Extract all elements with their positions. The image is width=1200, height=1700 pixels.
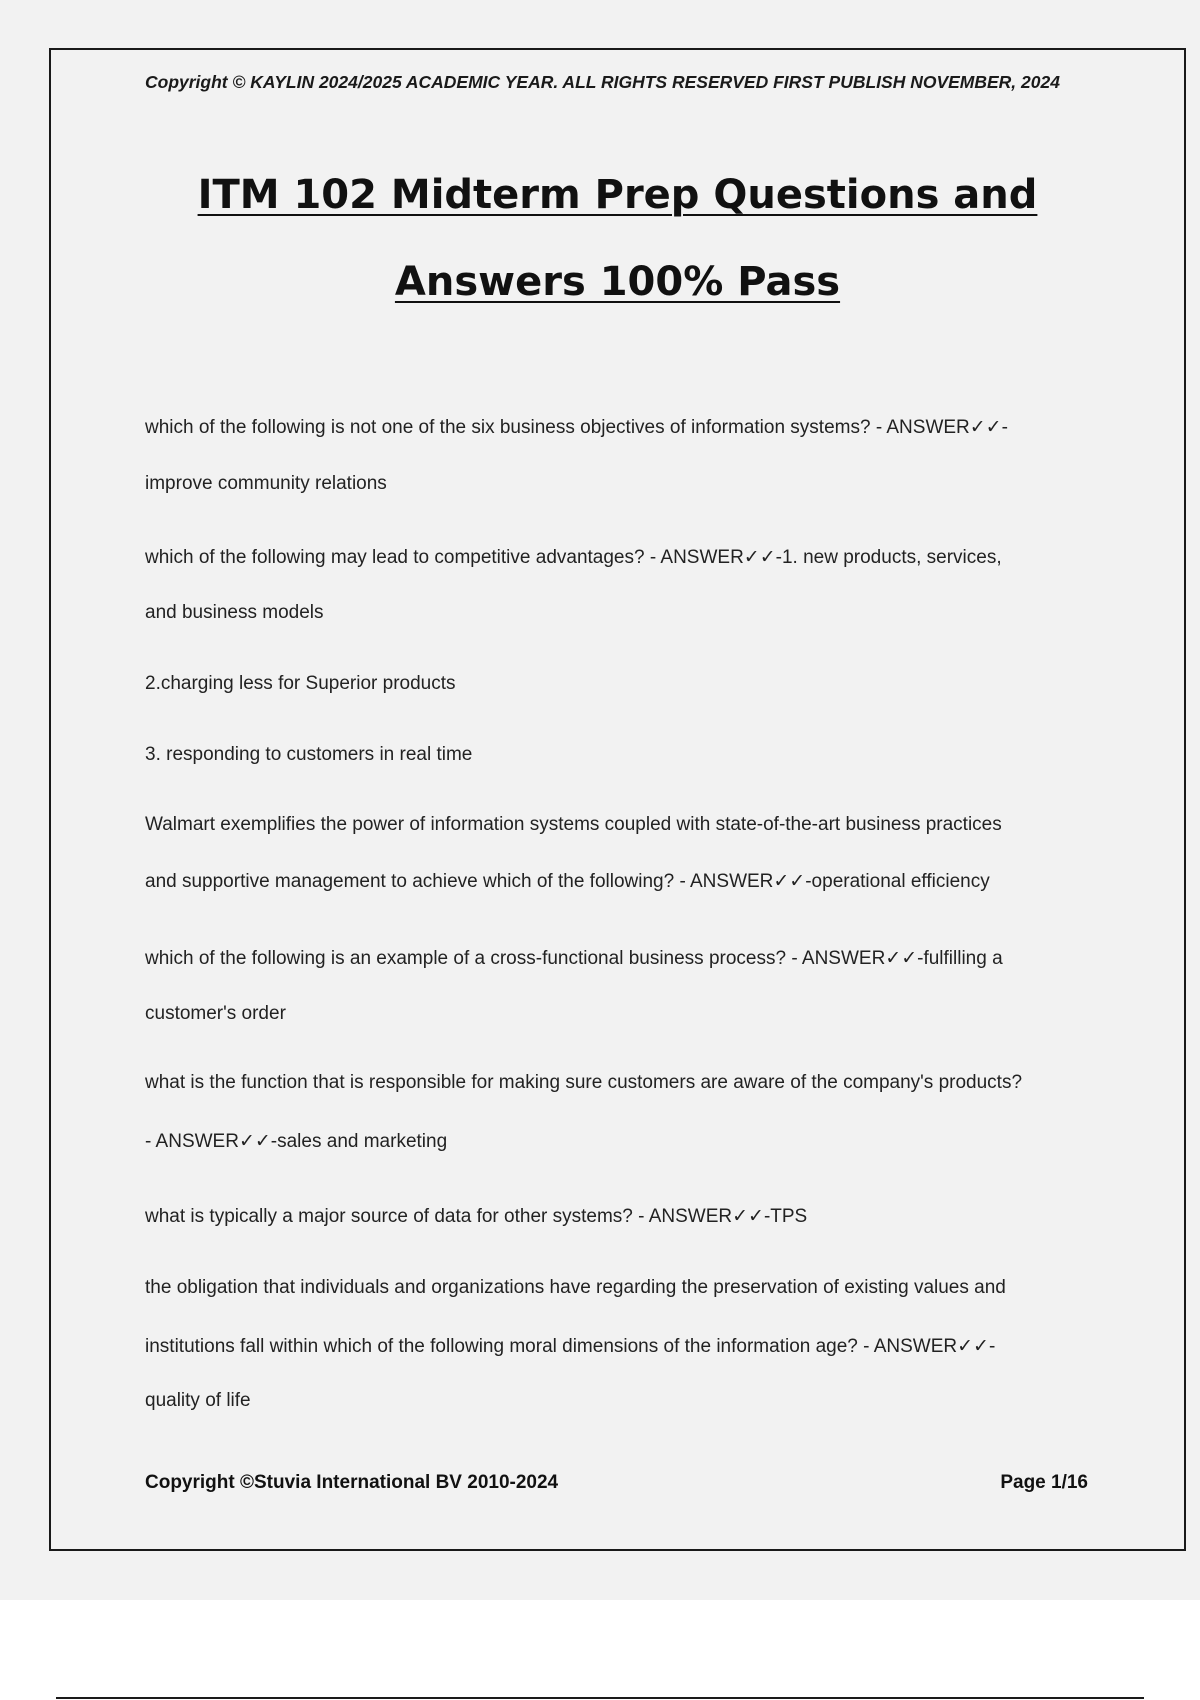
body-line: customer's order	[145, 1003, 286, 1024]
body-line: the obligation that individuals and organizations have regarding the preservation of existing values and	[145, 1277, 1006, 1298]
document-title-line-1	[120, 172, 1115, 218]
body-line: which of the following is not one of the six business objectives of information systems? - ANSWER✓✓-	[145, 417, 1008, 438]
body-line: institutions fall within which of the following moral dimensions of the information age? - ANSWER✓✓-	[145, 1336, 996, 1357]
page-number: Page 1/16	[1000, 1472, 1088, 1493]
body-line: improve community relations	[145, 473, 387, 494]
body-line: 2.charging less for Superior products	[145, 673, 456, 694]
body-line: - ANSWER✓✓-sales and marketing	[145, 1131, 448, 1152]
body-line: quality of life	[145, 1390, 251, 1411]
body-line: and supportive management to achieve which of the following? - ANSWER✓✓-operational efficiency	[145, 871, 990, 892]
title-text-1: ITM 102 Midterm Prep Questions and	[197, 172, 1038, 218]
header-copyright: Copyright © KAYLIN 2024/2025 ACADEMIC YEAR. ALL RIGHTS RESERVED FIRST PUBLISH NOVEMBER, 2024	[145, 72, 1060, 92]
title-text-2: Answers 100% Pass	[394, 259, 841, 305]
next-page-divider	[56, 1697, 1144, 1699]
document-title-line-2	[120, 259, 1115, 305]
body-line: 3. responding to customers in real time	[145, 744, 473, 765]
body-line: what is the function that is responsible for making sure customers are aware of the company's products?	[145, 1072, 1023, 1093]
footer-copyright: Copyright ©Stuvia International BV 2010-2024	[145, 1472, 559, 1493]
body-line: which of the following is an example of a cross-functional business process? - ANSWER✓✓-fulfilling a	[145, 948, 1003, 969]
body-line: Walmart exemplifies the power of information systems coupled with state-of-the-art business practices	[145, 814, 1002, 835]
body-line: what is typically a major source of data for other systems? - ANSWER✓✓-TPS	[145, 1206, 808, 1227]
body-line: which of the following may lead to competitive advantages? - ANSWER✓✓-1. new products, services,	[145, 547, 1002, 568]
body-line: and business models	[145, 602, 324, 623]
